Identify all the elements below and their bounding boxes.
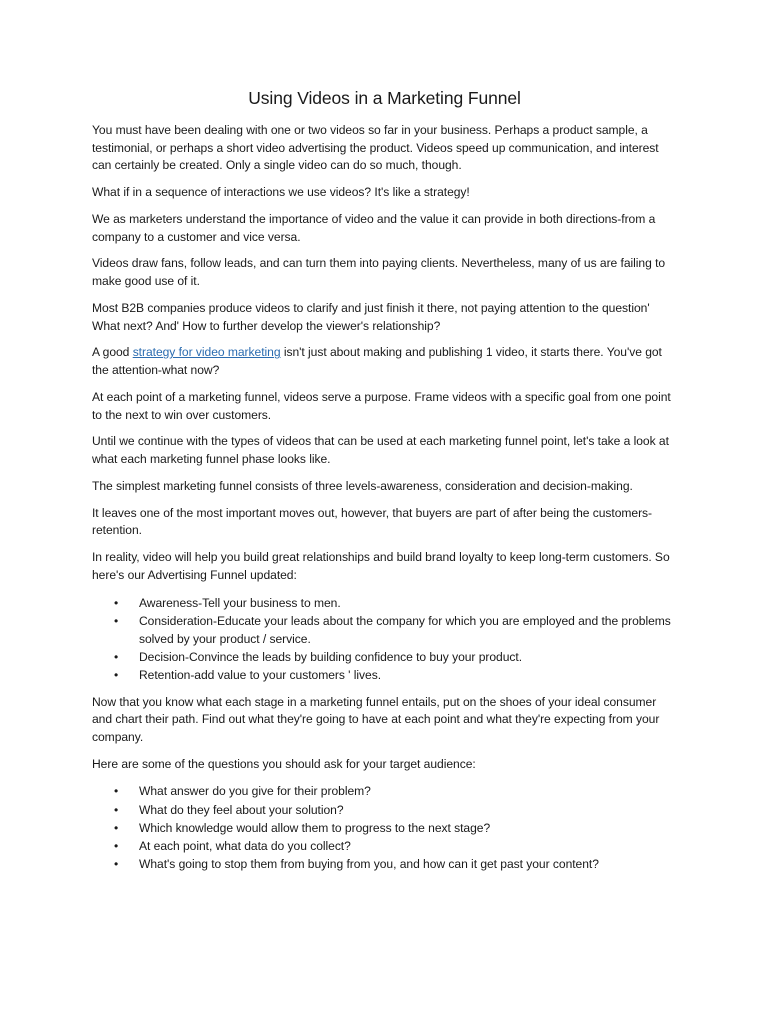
funnel-stages-list	[92, 594, 677, 684]
list-item-text: What do they feel about your solution?	[139, 802, 344, 817]
paragraph-now-that-you-know: Now that you know what each stage in a marketing funnel entails, put on the shoes of your ideal consumer and chart their path. Find out what they're going to have at each point and what they're expecting from your company.	[92, 694, 660, 744]
list-item-text: Retention-add value to your customers ' lives.	[139, 668, 382, 683]
list-item	[92, 612, 677, 648]
paragraph-b2b: Most B2B companies produce videos to clarify and just finish it there, not paying attention to the question' What next? And' How to further develop the viewer's relationship?	[92, 300, 650, 333]
list-item-text: Which knowledge would allow them to progress to the next stage?	[139, 820, 491, 835]
document-title: Using Videos in a Marketing Funnel	[248, 88, 521, 108]
list-item	[92, 801, 677, 819]
paragraph-intro: You must have been dealing with one or two videos so far in your business. Perhaps a product sample, a testimonial, or perhaps a short video advertising the product. Videos speed up communication, and interest can certainly be created. Only a single video can do so much, though.	[92, 123, 659, 173]
link-paragraph-after: isn't just about making and publishing 1 video, it starts there. You've got the attention-what now?	[92, 345, 662, 378]
list-item	[92, 594, 677, 612]
list-item-text: What answer do you give for their problem?	[139, 784, 371, 799]
strategy-for-video-marketing-link[interactable]: strategy for video marketing	[132, 345, 281, 360]
questions-list	[92, 782, 677, 872]
paragraph-until-we-continue: Until we continue with the types of videos that can be used at each marketing funnel point, let's take a look at what each marketing funnel phase looks like.	[92, 434, 669, 466]
list-item-text: At each point, what data do you collect?	[139, 838, 351, 853]
bullet-icon: •	[114, 595, 119, 610]
link-paragraph-before: A good	[92, 345, 133, 360]
list-item	[92, 782, 677, 800]
paragraph-strategy-question: What if in a sequence of interactions we use videos? It's like a strategy!	[92, 185, 470, 200]
bullet-icon: •	[114, 856, 119, 871]
document-page	[92, 88, 677, 882]
bullet-icon: •	[114, 838, 119, 853]
list-item	[92, 819, 677, 837]
list-item-text: What's going to stop them from buying from you, and how can it get past your content?	[139, 856, 599, 871]
bullet-icon: •	[114, 820, 119, 835]
paragraph-simplest-funnel: The simplest marketing funnel consists of three levels-awareness, consideration and decision-making.	[92, 478, 633, 493]
paragraph-marketers: We as marketers understand the importance of video and the value it can provide in both directions-from a company to a customer and vice versa.	[92, 211, 656, 244]
list-item-text: Awareness-Tell your business to men.	[139, 595, 341, 610]
list-item	[92, 855, 677, 873]
list-item-text: Decision-Convince the leads by building confidence to buy your product.	[139, 650, 523, 665]
bullet-icon: •	[114, 784, 119, 799]
bullet-icon: •	[114, 668, 119, 683]
paragraph-retention: It leaves one of the most important moves out, however, that buyers are part of after being the customers-retention.	[92, 505, 653, 538]
list-item	[92, 666, 677, 684]
paragraph-in-reality: In reality, video will help you build great relationships and build brand loyalty to keep long-term customers. So here's our Advertising Funnel updated:	[92, 550, 670, 582]
list-item-text: Consideration-Educate your leads about the company for which you are employed and the problems solved by your product / service.	[139, 613, 671, 646]
bullet-icon: •	[114, 613, 119, 628]
bullet-icon: •	[114, 650, 119, 665]
paragraph-good-strategy	[92, 344, 677, 379]
paragraph-each-point: At each point of a marketing funnel, videos serve a purpose. Frame videos with a specific goal from one point to the next to win over customers.	[92, 389, 671, 422]
paragraph-here-are-questions: Here are some of the questions you should ask for your target audience:	[92, 756, 476, 771]
list-item	[92, 837, 677, 855]
bullet-icon: •	[114, 802, 119, 817]
list-item	[92, 648, 677, 666]
paragraph-videos-draw-fans: Videos draw fans, follow leads, and can turn them into paying clients. Nevertheless, many of us are failing to make good use of it.	[92, 256, 666, 289]
